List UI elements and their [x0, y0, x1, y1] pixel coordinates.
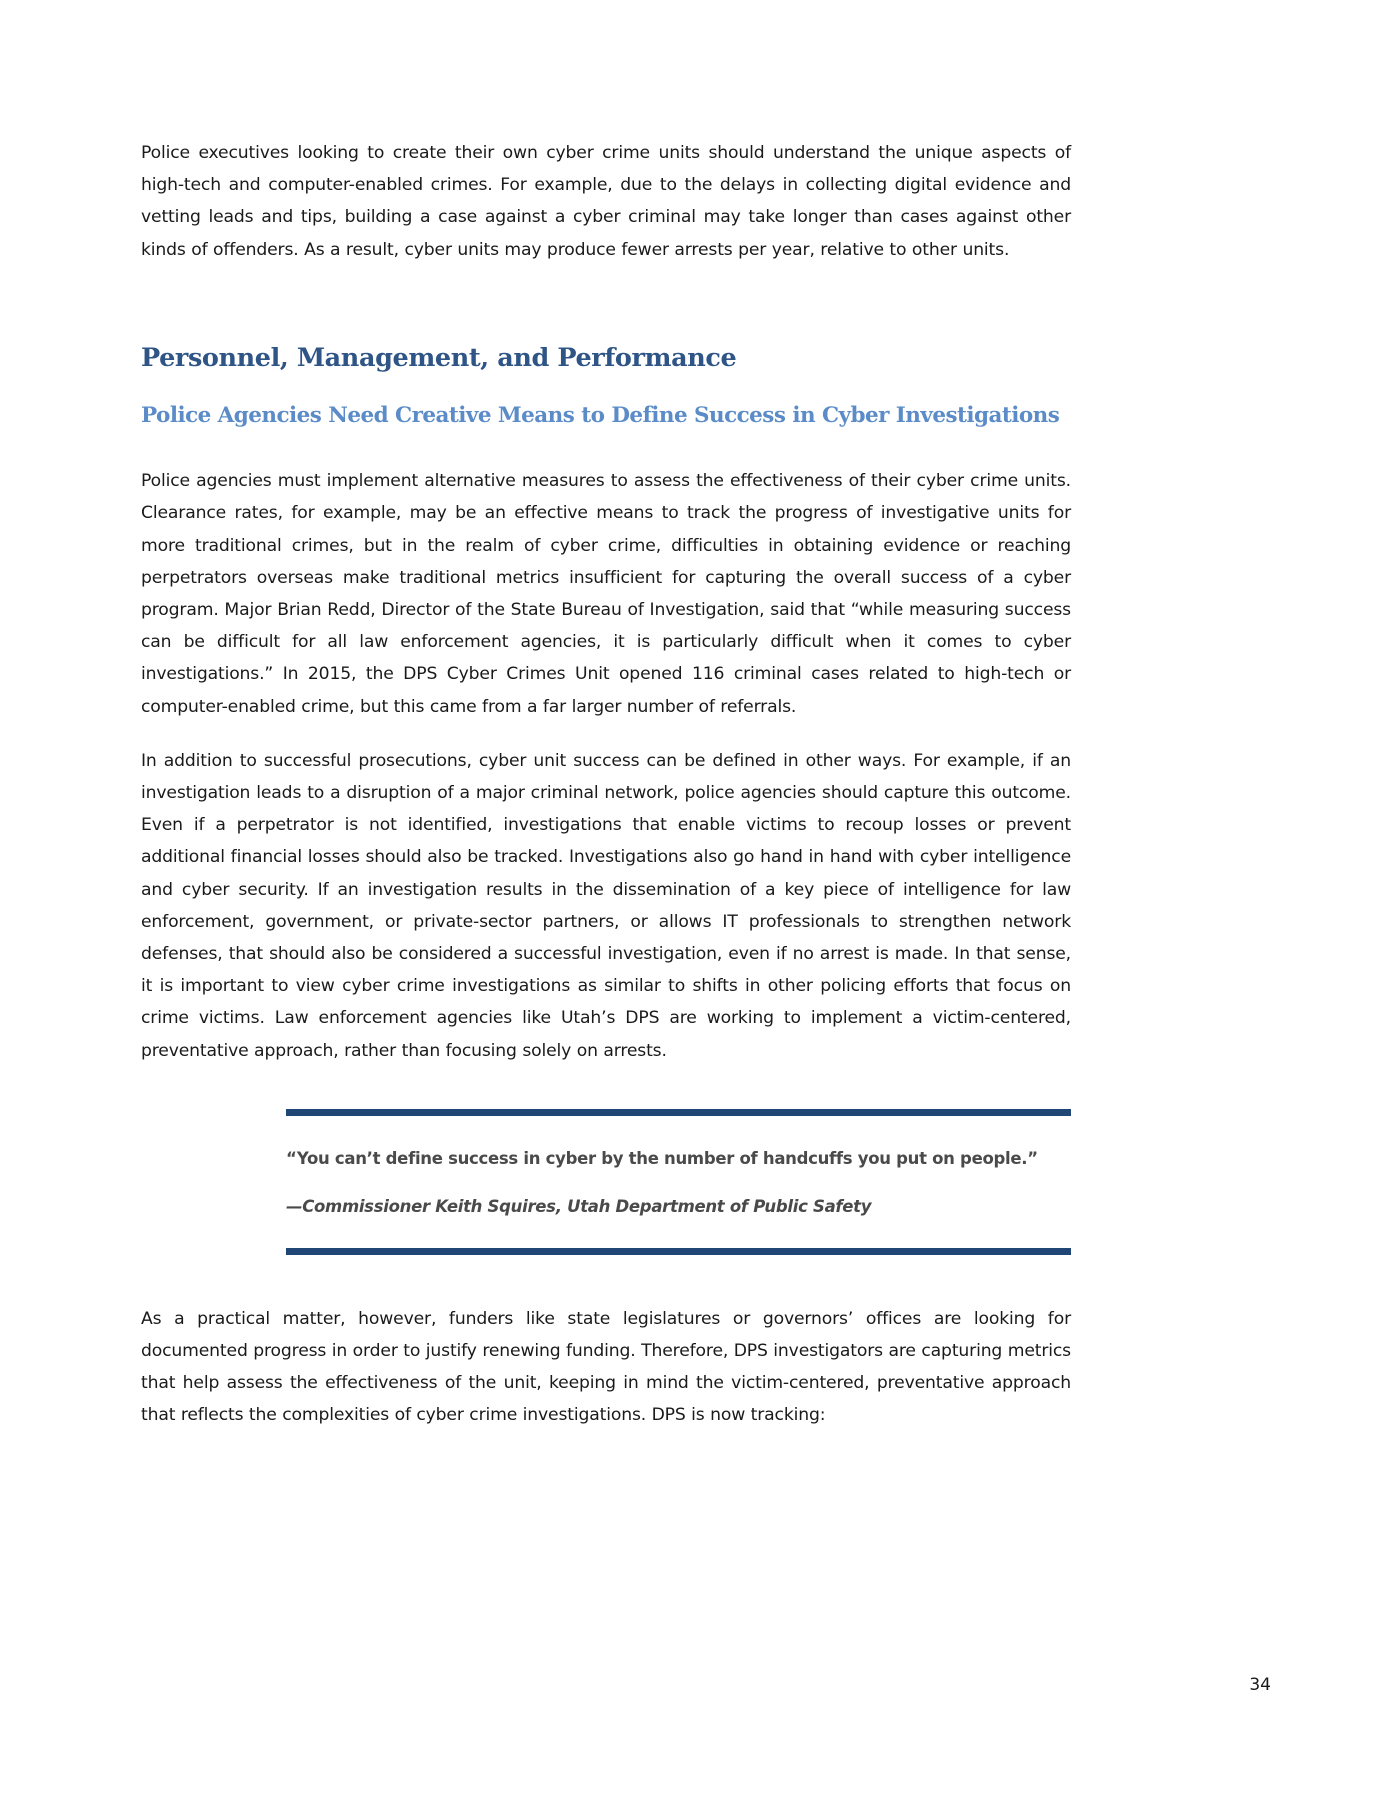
paragraph-2: In addition to successful prosecutions, cyber unit success can be defined in other ways. For example, if an investigation leads to a disruption of a major criminal network, police agencies should capture this outcome. Even if a perpetrator is not identified, investigations that enable victims to recoup losses or prevent additional financial losses should also be tracked. Investigations also go hand in hand with cyber intelligence and cyber security. If an investigation results in the dissemination of a key piece of intelligence for law enforcement, government, or private-sector partners, or allows IT professionals to strengthen network defenses, that should also be considered a successful investigation, even if no arrest is made. In that sense, it is important to view cyber crime investigations as similar to shifts in other policing efforts that focus on crime victims. Law enforcement agencies like Utah’s DPS are working to implement a victim-centered, preventative approach, rather than focusing solely on arrests. [141, 750, 1071, 1061]
page-number: 34 [1249, 1675, 1271, 1695]
spacer-before-quote [141, 1089, 1071, 1109]
paragraph-1: Police agencies must implement alternative measures to assess the effectiveness of their cyber crime units. Clearance rates, for example, may be an effective means to track the progress of investigative units for more traditional crimes, but in the realm of cyber crime, difficulties in obtaining evidence or reaching perpetrators overseas make traditional metrics insufficient for capturing the overall success of a cyber program. Major Brian Redd, Director of the State Bureau of Investigation, said that “while measuring success can be difficult for all law enforcement agencies, it is particularly difficult when it comes to cyber investigations.” In 2015, the DPS Cyber Crimes Unit opened 116 criminal cases related to high-tech or computer-enabled crime, but this came from a far larger number of referrals. [141, 471, 1071, 717]
sub-heading: Police Agencies Need Creative Means to Define Success in Cyber Investigations [141, 403, 1060, 429]
spacer-after-sub-heading [141, 429, 1071, 465]
spacer-before-section-heading [141, 288, 1071, 343]
intro-paragraph: Police executives looking to create their own cyber crime units should understand the unique aspects of high-tech and computer-enabled crimes. For example, due to the delays in collecting digital evidence and vetting leads and tips, building a case against a cyber criminal may take longer than cases against other kinds of offenders. As a result, cyber units may produce fewer arrests per year, relative to other units. [141, 143, 1071, 260]
section-heading: Personnel, Management, and Performance [141, 342, 737, 373]
pull-quote-text: “You can’t define success in cyber by the number of handcuffs you put on people.” [286, 1148, 1038, 1168]
page-content [141, 137, 1071, 1454]
spacer-after-section-heading [141, 373, 1071, 403]
spacer-after-quote [141, 1255, 1071, 1303]
pull-quote-attribution: —Commissioner Keith Squires, Utah Department of Public Safety [286, 1196, 872, 1216]
pull-quote-block [286, 1109, 1071, 1255]
paragraph-3: As a practical matter, however, funders like state legislatures or governors’ offices are looking for documented progress in order to justify renewing funding. Therefore, DPS investigators are capturing metrics that help assess the effectiveness of the unit, keeping in mind the victim-centered, preventative approach that reflects the complexities of cyber crime investigations. DPS is now tracking: [141, 1308, 1071, 1426]
